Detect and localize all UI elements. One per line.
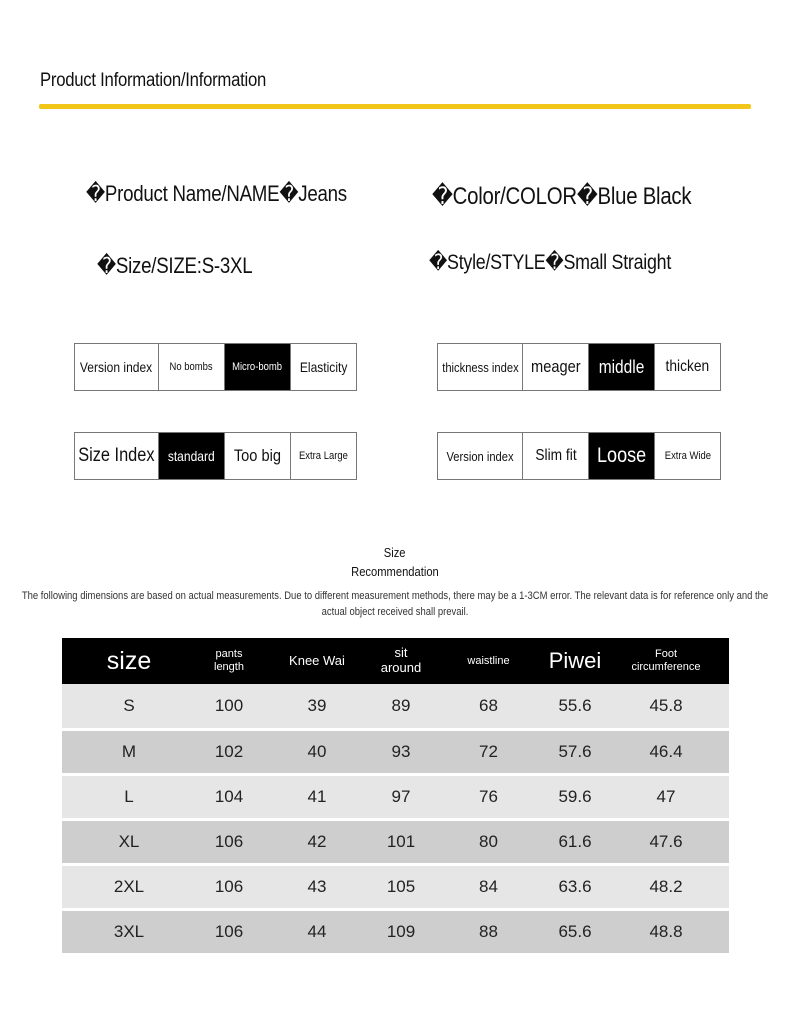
table-cell: 65.6 xyxy=(547,909,603,954)
table-cell: 101 xyxy=(372,819,430,864)
fit-option-extra-wide: Extra Wide xyxy=(664,450,711,462)
col-header-sit-around: sit around xyxy=(372,638,430,684)
table-cell: 105 xyxy=(372,864,430,909)
table-cell: 59.6 xyxy=(547,774,603,819)
table-cell: 43 xyxy=(262,864,372,909)
table-row xyxy=(62,729,729,774)
table-cell: 106 xyxy=(196,909,262,954)
table-cell: 68 xyxy=(430,684,547,729)
size-chart-title-1: Size xyxy=(384,545,406,560)
thickness-index-grid xyxy=(437,343,721,391)
size-index-grid xyxy=(74,432,357,480)
table-cell: M xyxy=(62,729,196,774)
col-header-waistline: waistline xyxy=(430,638,547,684)
table-cell: 55.6 xyxy=(547,684,603,729)
table-cell: 57.6 xyxy=(547,729,603,774)
col-header-piwei: Piwei xyxy=(547,638,603,684)
table-cell: S xyxy=(62,684,196,729)
table-cell: 46.4 xyxy=(603,729,729,774)
table-cell: 61.6 xyxy=(547,819,603,864)
section-divider xyxy=(39,104,751,109)
thickness-index-label: thickness index xyxy=(438,344,523,390)
product-name-text: �Product Name/NAME�Jeans xyxy=(86,181,347,206)
table-header-row xyxy=(62,638,729,684)
table-cell: 48.8 xyxy=(603,909,729,954)
table-cell: 104 xyxy=(196,774,262,819)
col-header-pants-length: pants length xyxy=(196,638,262,684)
table-cell: L xyxy=(62,774,196,819)
table-cell: 80 xyxy=(430,819,547,864)
section-title: Product Information/Information xyxy=(40,70,267,91)
table-cell: 102 xyxy=(196,729,262,774)
version-option-micro-bomb: Micro-bomb xyxy=(225,344,291,390)
table-row xyxy=(62,819,729,864)
col-header-foot-circumference: Foot circumference xyxy=(603,638,729,684)
size-chart-table xyxy=(62,638,729,956)
table-cell: 106 xyxy=(196,864,262,909)
thickness-option-thicken: thicken xyxy=(665,358,710,375)
thickness-option-meager: meager xyxy=(523,344,589,390)
color-text: �Color/COLOR�Blue Black xyxy=(432,183,692,210)
table-cell: 47.6 xyxy=(603,819,729,864)
size-option-too-big: Too big xyxy=(225,433,291,479)
table-cell: 84 xyxy=(430,864,547,909)
table-row xyxy=(62,864,729,909)
table-cell: 2XL xyxy=(62,864,196,909)
size-index-label: Size Index xyxy=(75,433,159,479)
table-row xyxy=(62,774,729,819)
table-cell: 42 xyxy=(262,819,372,864)
table-cell: 100 xyxy=(196,684,262,729)
version-option-elasticity: Elasticity xyxy=(299,359,348,375)
table-row xyxy=(62,909,729,954)
table-cell: 3XL xyxy=(62,909,196,954)
table-cell: 76 xyxy=(430,774,547,819)
table-cell: 106 xyxy=(196,819,262,864)
version-option-no-bombs: No bombs xyxy=(159,344,225,390)
table-row xyxy=(62,684,729,729)
table-cell: 41 xyxy=(262,774,372,819)
table-cell: 47 xyxy=(603,774,729,819)
version-index-grid xyxy=(74,343,357,391)
table-cell: 48.2 xyxy=(603,864,729,909)
table-cell: 89 xyxy=(372,684,430,729)
table-cell: 72 xyxy=(430,729,547,774)
table-cell: 109 xyxy=(372,909,430,954)
size-option-standard: standard xyxy=(159,433,225,479)
style-text: �Style/STYLE�Small Straight xyxy=(429,251,672,274)
size-chart-title-2: Recommendation xyxy=(351,564,439,579)
size-chart-body xyxy=(62,684,729,954)
table-cell: 93 xyxy=(372,729,430,774)
fit-index-grid xyxy=(437,432,721,480)
version-index-label: Version index xyxy=(75,344,159,390)
fit-option-loose: Loose xyxy=(589,433,655,479)
col-header-size: size xyxy=(62,638,196,684)
size-option-extra-large: Extra Large xyxy=(299,450,348,462)
table-cell: 88 xyxy=(430,909,547,954)
thickness-option-middle: middle xyxy=(589,344,655,390)
col-header-knee: Knee Wai xyxy=(262,638,372,684)
fit-option-slim-fit: Slim fit xyxy=(523,433,589,479)
fit-index-label: Version index xyxy=(438,433,523,479)
table-cell: 97 xyxy=(372,774,430,819)
table-cell: 44 xyxy=(262,909,372,954)
table-cell: 39 xyxy=(262,684,372,729)
measurement-note: The following dimensions are based on actual measurements. Due to different measurement methods, there may be a 1-3CM error. The relevant data is for reference only and the actual object received shall prevail. xyxy=(21,590,769,618)
table-cell: 45.8 xyxy=(603,684,729,729)
table-cell: 63.6 xyxy=(547,864,603,909)
table-cell: XL xyxy=(62,819,196,864)
size-range-text: �Size/SIZE:S-3XL xyxy=(97,253,253,278)
table-cell: 40 xyxy=(262,729,372,774)
